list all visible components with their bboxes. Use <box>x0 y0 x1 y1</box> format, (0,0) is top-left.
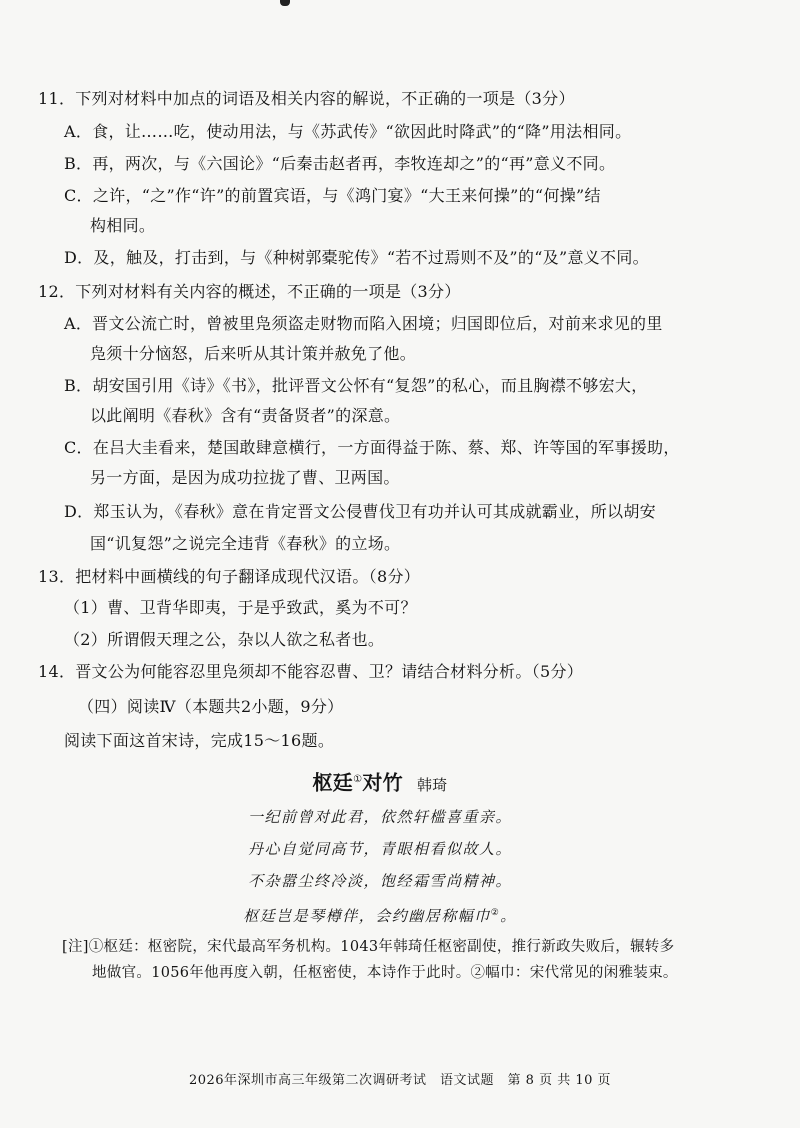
q14-stem: 14．晋文公为何能容忍里凫须却不能容忍曹、卫？请结合材料分析。（5分） <box>38 662 584 681</box>
poem-line-4-end: 。 <box>500 907 517 925</box>
poem-line-3: 不杂嚣尘终冷淡，饱经霜雪尚精神。 <box>247 872 512 890</box>
poem-line-2: 丹心自觉同高节，青眼相看似故人。 <box>247 840 512 858</box>
q12-option-c: C．在吕大圭看来，楚国敢肆意横行，一方面得益于陈、蔡、郑、许等国的军事援助， <box>64 438 680 457</box>
q13-stem: 13．把材料中画横线的句子翻译成现代汉语。（8分） <box>38 567 421 586</box>
scan-mark <box>280 0 290 6</box>
q11-option-b: B．再，两次，与《六国论》“后秦击赵者再，李牧连却之”的“再”意义不同。 <box>64 154 616 173</box>
q12-option-d: D．郑玉认为，《春秋》意在肯定晋文公侵曹伐卫有功并认可其成就霸业，所以胡安 <box>64 502 656 521</box>
section-intro: 阅读下面这首宋诗，完成15～16题。 <box>64 731 335 750</box>
poem-line-4-note-mark: ② <box>490 908 501 918</box>
poem-line-1: 一纪前曾对此君，依然轩槛喜重亲。 <box>247 808 512 826</box>
poem-title <box>0 769 760 796</box>
page-footer: 2026年深圳市高三年级第二次调研考试 语文试题 第 8 页 共 10 页 <box>188 1073 612 1088</box>
q11-option-a: A．食，让……吃，使动用法，与《苏武传》“欲因此时降武”的“降”用法相同。 <box>64 122 632 141</box>
q12-option-b: B．胡安国引用《诗》《书》，批评晋文公怀有“复怨”的私心，而且胸襟不够宏大， <box>64 376 648 395</box>
poem-line-4-text: 枢廷岂是琴樽伴，会约幽居称幅巾 <box>243 907 491 925</box>
q12-option-a: A．晋文公流亡时，曾被里凫须盗走财物而陷入困境；归国即位后，对前来求见的里 <box>64 314 663 333</box>
poem-author: 韩琦 <box>416 775 448 794</box>
q12-option-c-cont: 另一方面，是因为成功拉拢了曹、卫两国。 <box>90 468 400 487</box>
q12-option-b-cont: 以此阐明《春秋》含有“责备贤者”的深意。 <box>90 406 401 425</box>
q12-stem: 12．下列对材料有关内容的概述，不正确的一项是（3分） <box>38 282 461 301</box>
poem-line-4 <box>0 902 760 927</box>
q11-option-c: C．之许，“之”作“许”的前置宾语，与《鸿门宴》“大王来何操”的“何操”结 <box>64 186 601 205</box>
q12-option-d-cont: 国“讥复怨”之说完全违背《春秋》的立场。 <box>90 534 401 553</box>
poem-note-1: [注]①枢廷：枢密院，宋代最高军务机构。1043年韩琦任枢密副使，推行新政失败后，辗转多 <box>62 939 675 955</box>
q12-option-a-cont: 凫须十分恼怒，后来听从其计策并赦免了他。 <box>90 344 417 363</box>
poem-note-2: 地做官。1056年他再度入朝，任枢密使，本诗作于此时。②幅巾：宋代常见的闲雅装束。 <box>92 965 678 981</box>
q13-sentence-1: （1）曹、卫背华即夷，于是乎致武，奚为不可？ <box>64 598 417 617</box>
poem-title-rest: 对竹 <box>362 770 403 795</box>
section-header: （四）阅读Ⅳ（本题共2小题，9分） <box>78 697 344 716</box>
poem-title-text: 枢廷 <box>312 770 354 795</box>
q13-sentence-2: （2）所谓假天理之公，杂以人欲之私者也。 <box>64 630 385 649</box>
q11-option-c-cont: 构相同。 <box>90 216 156 235</box>
poem-title-note-mark: ① <box>353 774 363 785</box>
q11-option-d: D．及，触及，打击到，与《种树郭橐驼传》“若不过焉则不及”的“及”意义不同。 <box>64 248 649 267</box>
q11-stem: 11．下列对材料中加点的词语及相关内容的解说，不正确的一项是（3分） <box>38 89 575 108</box>
